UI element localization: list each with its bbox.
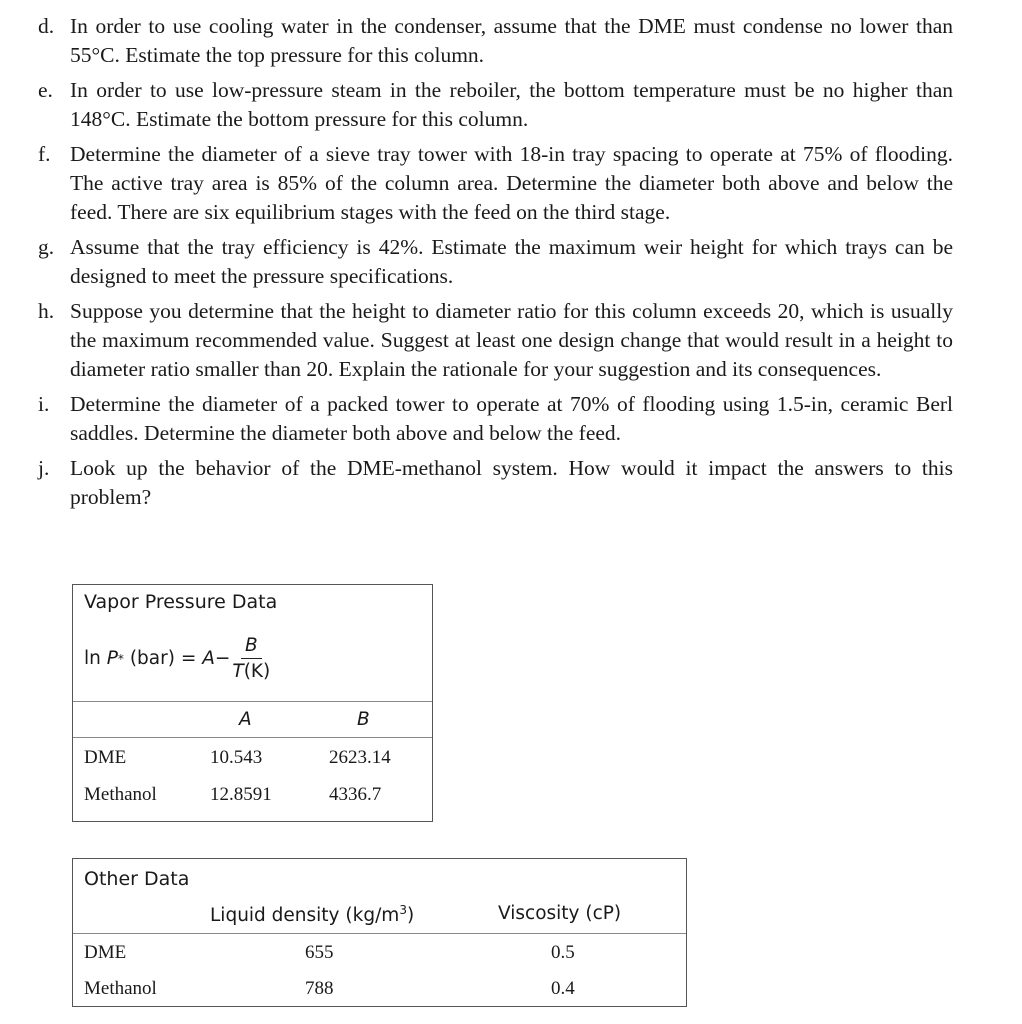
equation-p: P xyxy=(106,648,118,669)
row-dme-name: DME xyxy=(84,942,127,963)
density-close: ) xyxy=(406,905,415,927)
table-title: Other Data xyxy=(84,868,190,890)
question-list xyxy=(38,12,953,518)
row-methanol-density: 788 xyxy=(305,978,334,999)
question-text: Suppose you determine that the height to diameter ratio for this column exceeds 20, which is usually the maximum recommended value. Suggest at least one design change that would result in a height to diameter ratio smaller than 20. Explain the rationale for your suggestion and its consequences. xyxy=(70,299,953,381)
header-b: B xyxy=(357,709,370,730)
equation-ln: ln xyxy=(84,648,101,669)
table-title: Vapor Pressure Data xyxy=(84,591,278,613)
equation-denominator xyxy=(232,659,270,682)
density-label: Liquid density (kg/m xyxy=(210,905,400,927)
equation-a: A xyxy=(202,648,215,669)
question-i xyxy=(38,390,953,448)
question-text: In order to use cooling water in the condenser, assume that the DME must condense no lower than 55°C. Estimate the top pressure for this column. xyxy=(70,14,953,67)
vapor-pressure-equation xyxy=(84,635,270,682)
row-methanol-viscosity: 0.4 xyxy=(551,978,575,999)
row-methanol-name: Methanol xyxy=(84,978,157,999)
question-h xyxy=(38,297,953,384)
vapor-pressure-table xyxy=(72,584,433,822)
question-letter: d. xyxy=(38,14,55,38)
equation-den-t: T xyxy=(232,661,244,682)
question-j xyxy=(38,454,953,512)
equation-den-k: (K) xyxy=(243,661,271,682)
row-methanol-b: 4336.7 xyxy=(329,784,382,805)
row-dme-a: 10.543 xyxy=(210,747,263,768)
divider xyxy=(73,933,686,934)
divider xyxy=(73,701,432,702)
header-viscosity: Viscosity (cP) xyxy=(498,903,622,924)
question-text: Look up the behavior of the DME-methanol system. How would it impact the answers to this problem? xyxy=(70,456,953,509)
row-dme-viscosity: 0.5 xyxy=(551,942,575,963)
row-dme-density: 655 xyxy=(305,942,334,963)
header-liquid-density xyxy=(210,903,414,926)
question-text: Assume that the tray efficiency is 42%. Estimate the maximum weir height for which trays can be designed to meet the pressure specifications. xyxy=(70,235,953,288)
equation-unit: (bar) = xyxy=(129,648,203,669)
question-e xyxy=(38,76,953,134)
question-letter: g. xyxy=(38,235,55,259)
question-d xyxy=(38,12,953,70)
question-letter: h. xyxy=(38,299,55,323)
question-text: Determine the diameter of a packed tower to operate at 70% of flooding using 1.5-in, ceramic Berl saddles. Determine the diameter both above and below the feed. xyxy=(70,392,953,445)
equation-fraction xyxy=(232,635,270,682)
row-dme-b: 2623.14 xyxy=(329,747,391,768)
question-f xyxy=(38,140,953,227)
question-g xyxy=(38,233,953,291)
question-text: In order to use low-pressure steam in the reboiler, the bottom temperature must be no higher than 148°C. Estimate the bottom pressure for this column. xyxy=(70,78,953,131)
question-letter: i. xyxy=(38,392,50,416)
other-data-table xyxy=(72,858,687,1007)
question-letter: e. xyxy=(38,78,53,102)
row-dme-name: DME xyxy=(84,747,127,768)
density-sup: 3 xyxy=(399,903,407,917)
row-methanol-name: Methanol xyxy=(84,784,157,805)
equation-minus: − xyxy=(214,648,231,669)
question-letter: j. xyxy=(38,456,50,480)
divider xyxy=(73,737,432,738)
question-letter: f. xyxy=(38,142,51,166)
header-a: A xyxy=(239,709,252,730)
equation-numerator: B xyxy=(241,635,262,659)
question-text: Determine the diameter of a sieve tray tower with 18-in tray spacing to operate at 75% of flooding. The active tray area is 85% of the column area. Determine the diameter both above and below the feed. There are six equilibrium stages with the feed on the third stage. xyxy=(70,142,953,224)
equation-star: * xyxy=(117,651,124,666)
row-methanol-a: 12.8591 xyxy=(210,784,272,805)
